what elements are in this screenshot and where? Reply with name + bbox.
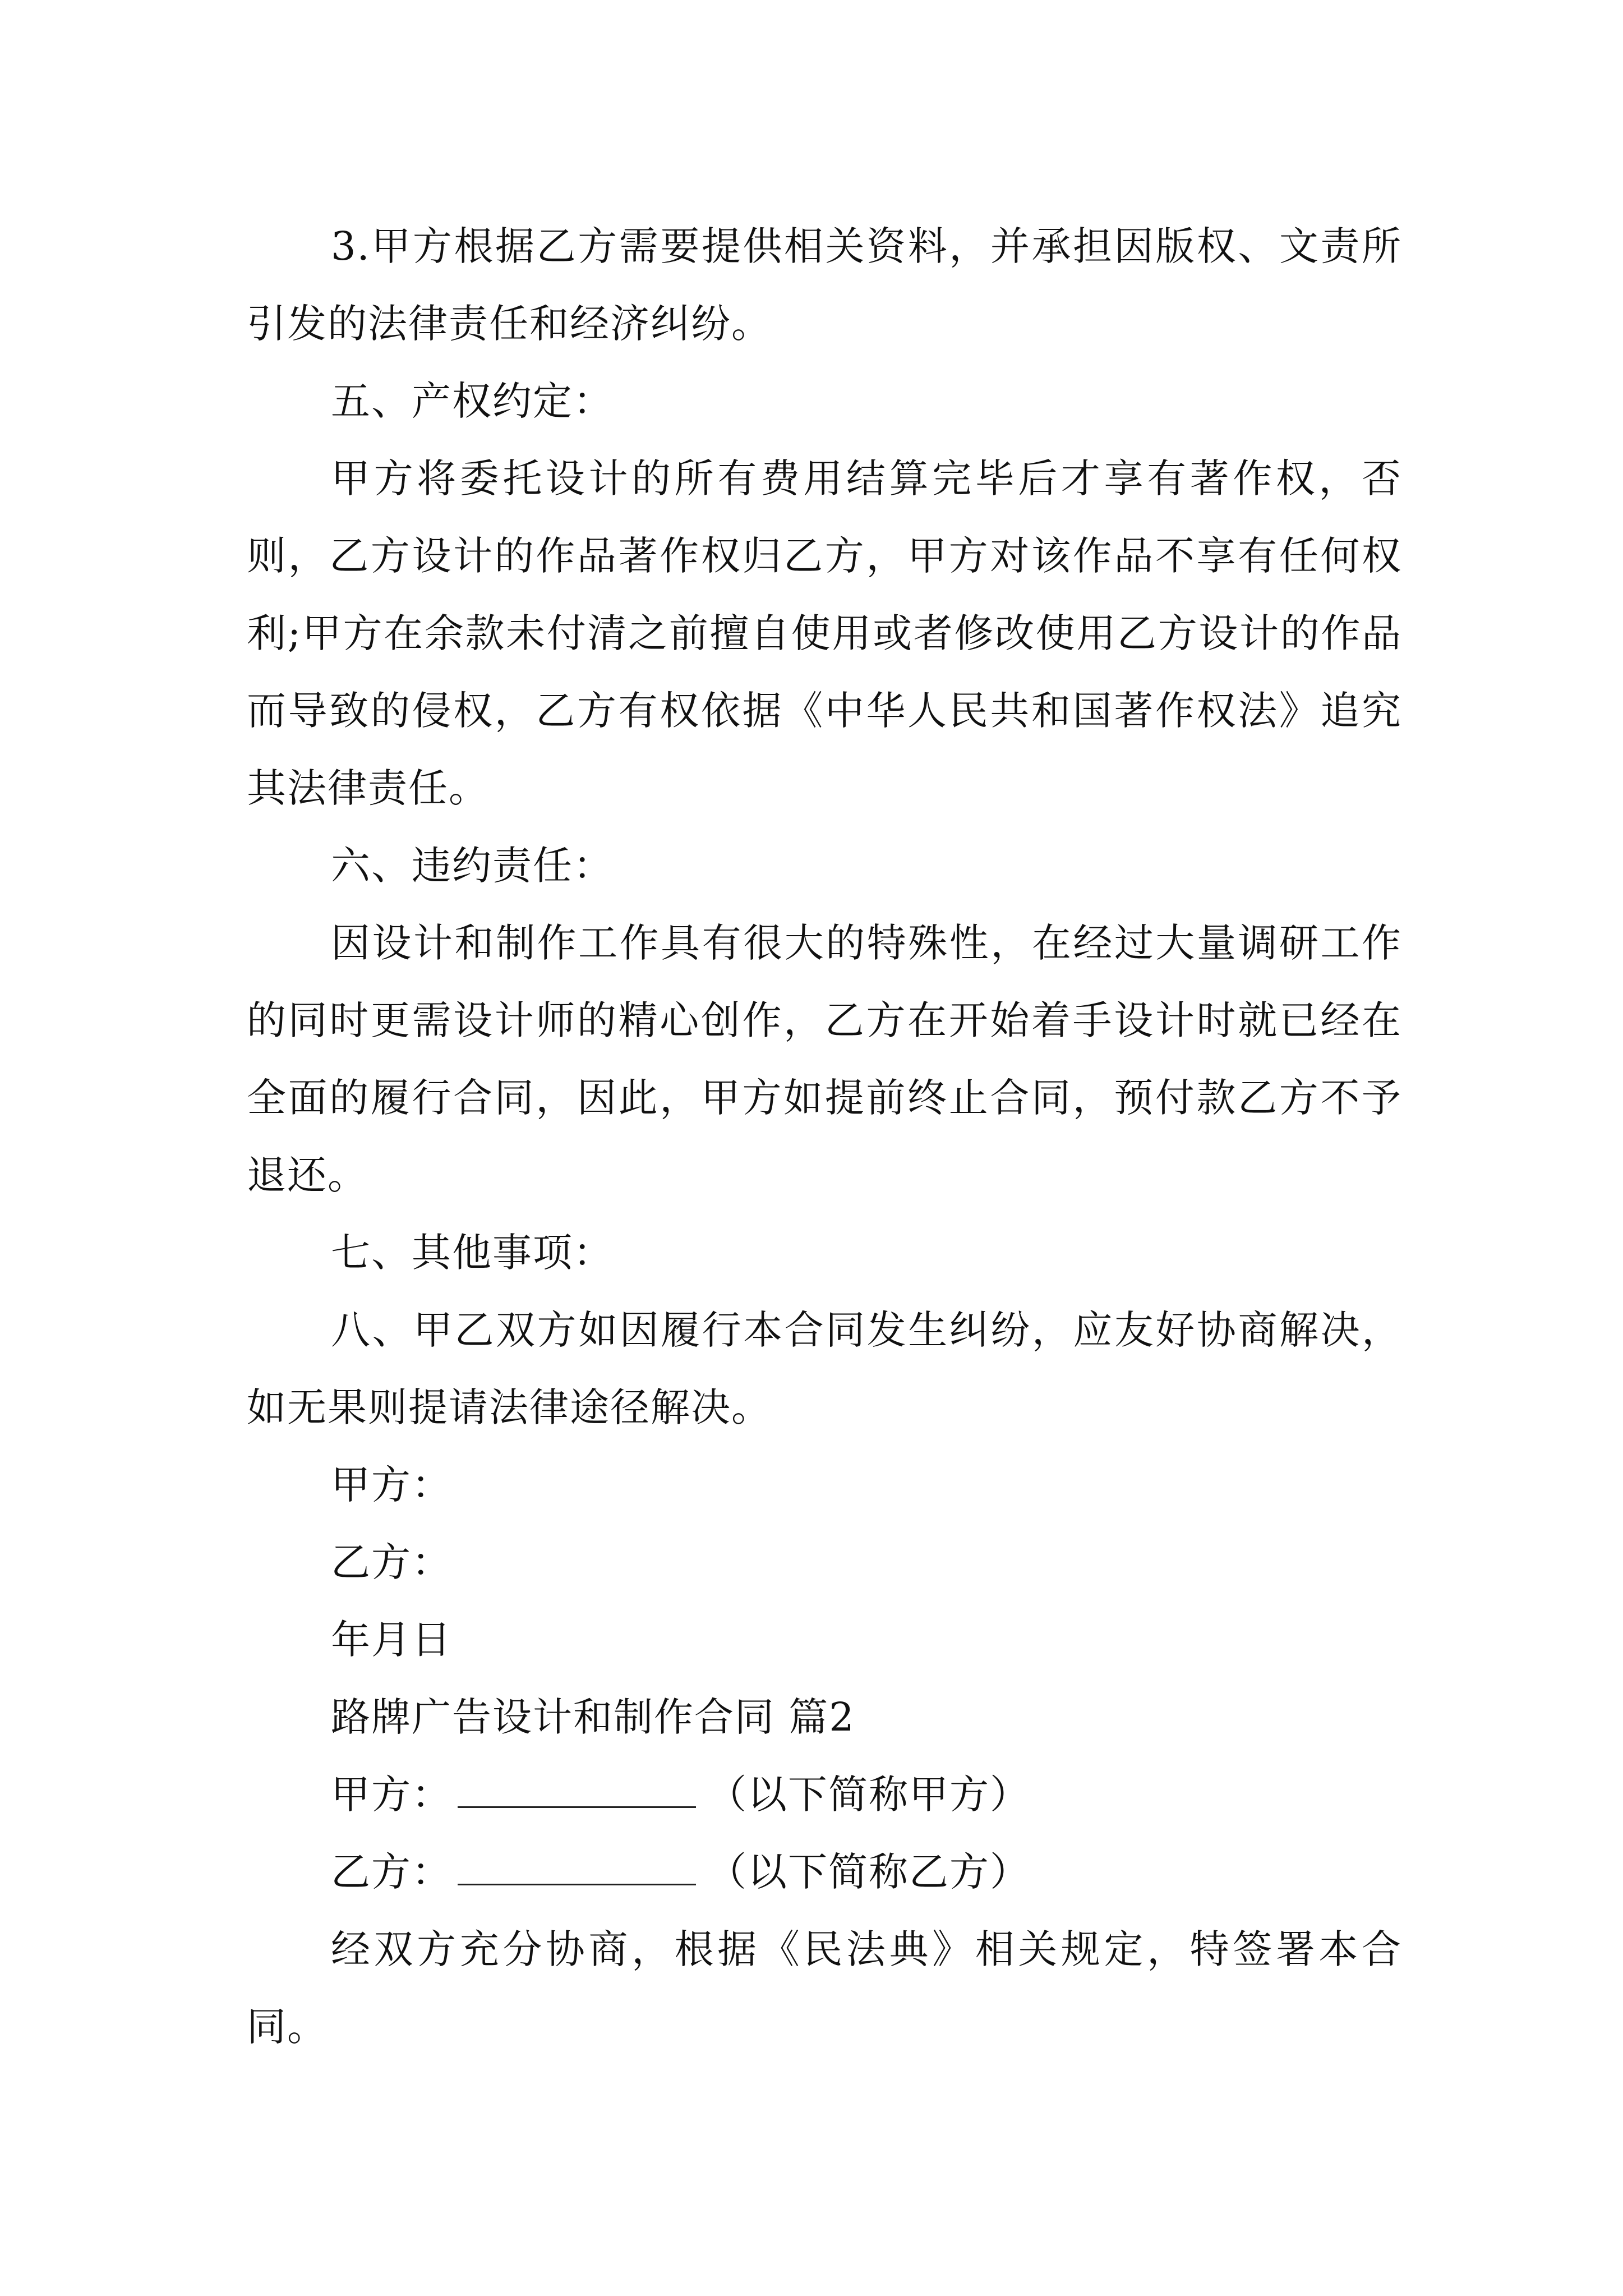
dispute-paragraph: 八、甲乙双方如因履行本合同发生纠纷，应友好协商解决，如无果则提请法律途径解决。 <box>247 1307 1402 1430</box>
party-b-suffix: （以下简称乙方） <box>707 1849 1030 1895</box>
section-7-heading: 七、其他事项： <box>331 1230 614 1276</box>
party-a-suffix: （以下简称甲方） <box>707 1772 1030 1818</box>
party-a-label: 甲方： <box>331 1772 452 1818</box>
contract-body <box>247 208 1402 2065</box>
party-b-line <box>247 1833 1402 1911</box>
agreement-paragraph: 经双方充分协商，根据《民法典》相关规定，特签署本合同。 <box>247 1926 1402 2050</box>
party-b-label: 乙方： <box>331 1849 452 1895</box>
party-a-blank <box>458 1773 696 1808</box>
party-b-blank <box>458 1850 696 1885</box>
clause-3-paragraph: 3.甲方根据乙方需要提供相关资料，并承担因版权、文责所引发的法律责任和经济纠纷。 <box>247 223 1402 347</box>
property-rights-paragraph: 甲方将委托设计的所有费用结算完毕后才享有著作权，否则，乙方设计的作品著作权归乙方，甲方对该作品不享有任何权利;甲方在余款未付清之前擅自使用或者修改使用乙方设计的作品而导致的侵权，乙方有权依据《中华人民共和国著作权法》追究其法律责任。 <box>247 455 1402 811</box>
party-b-signature: 乙方： <box>331 1539 452 1585</box>
date-line: 年月日 <box>331 1617 452 1663</box>
breach-liability-paragraph: 因设计和制作工作具有很大的特殊性，在经过大量调研工作的同时更需设计师的精心创作，乙方在开始着手设计时就已经在全面的履行合同，因此，甲方如提前终止合同，预付款乙方不予退还。 <box>247 920 1402 1198</box>
section-5-heading: 五、产权约定： <box>331 378 614 424</box>
section-title: 路牌广告设计和制作合同 篇2 <box>331 1694 855 1740</box>
party-a-signature: 甲方： <box>331 1462 452 1508</box>
party-a-line <box>247 1756 1402 1833</box>
section-6-heading: 六、违约责任： <box>331 843 614 889</box>
